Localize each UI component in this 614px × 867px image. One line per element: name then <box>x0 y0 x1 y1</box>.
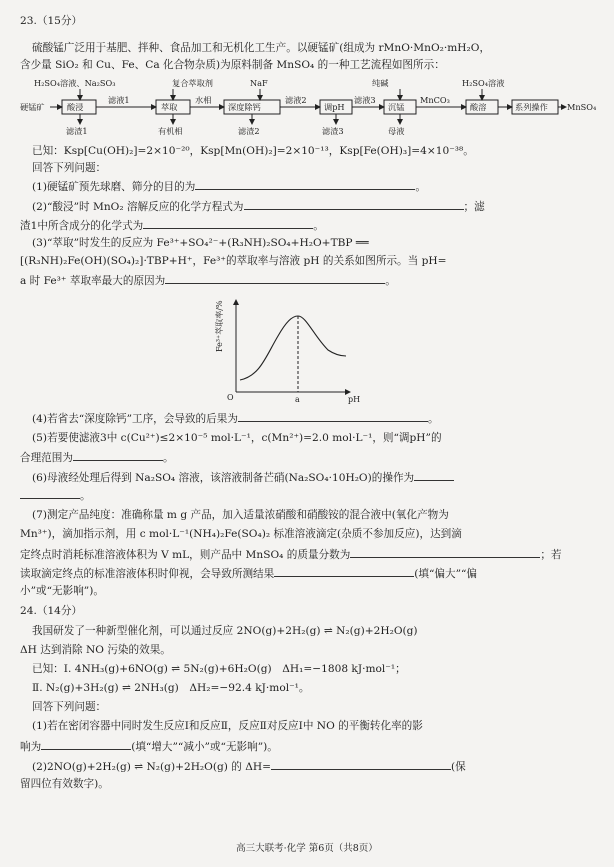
flow-top-label-2: 复合萃取剂 <box>172 78 213 88</box>
q23-part5-answer-blank[interactable] <box>73 449 163 461</box>
q24-part2-tail: (保 <box>451 761 466 773</box>
q23-part2-answer-blank[interactable] <box>244 198 464 210</box>
flow-end: MnSO₄ <box>567 102 597 112</box>
q24-part1-tail: (填“增大”“减小”或“无影响”)。 <box>131 741 278 753</box>
q24-part2-line1 <box>32 758 466 774</box>
q23-part4-answer-blank[interactable] <box>238 410 428 422</box>
q24-part1-text: 响为 <box>20 741 42 753</box>
q23-part7-line2: Mn³⁺)，滴加指示剂，用 c mol·L⁻¹(NH₄)₂Fe(SO₄)₂ 标准溶液滴定(杂质不参加反应)，达到滴 <box>20 528 462 540</box>
q23-part7-line1: (7)测定产品纯度：准确称量 m g 产品，加入适量浓硝酸和硝酸铵的混合液中(氧化产物为 <box>32 509 449 521</box>
q23-part4: (4)若省去“深度除钙”工序，会导致的后果为 。 <box>32 410 439 426</box>
q24-known-line1: 已知：Ⅰ. 4NH₃(g)+6NO(g) ⇌ 5N₂(g)+6H₂O(g) ΔH₁=−1808 kJ·mol⁻¹； <box>32 663 406 675</box>
q24-part2-line2: 留四位有效数字)。 <box>20 778 109 790</box>
q23-part5-text: 合理范围为 <box>20 452 73 464</box>
flow-arrow-filtrate2: 滤液2 <box>285 95 307 105</box>
flow-box-acid-dissolve-label: 酸溶 <box>470 102 487 112</box>
flow-top-label-5: H₂SO₄溶液 <box>462 78 505 88</box>
q23-answer-prompt: 回答下列问题： <box>32 162 107 174</box>
flow-top-label-4: 纯碱 <box>372 78 389 88</box>
q23-known-ksp: 已知：Ksp[Cu(OH)₂]=2×10⁻²⁰，Ksp[Mn(OH)₂]=2×10⁻¹³，Ksp[Fe(OH)₃]=4×10⁻³⁸。 <box>32 145 474 157</box>
q23-part5-line2: 合理范围为 。 <box>20 449 174 465</box>
q23-part7-line5: 小”或“无影响”)。 <box>20 585 104 597</box>
q24-part2-answer-blank[interactable] <box>271 758 451 770</box>
q23-part2-line2: 渣1中所含成分的化学式为 。 <box>20 217 324 233</box>
q24-part1-answer-blank[interactable] <box>41 738 131 750</box>
graph-curve <box>240 316 346 380</box>
q24-part2-text: (2)2NO(g)+2H₂(g) ⇌ N₂(g)+2H₂O(g) 的 ΔH= <box>32 761 272 773</box>
flow-arrow-aqueous: 水相 <box>195 95 212 105</box>
q24-intro-line1: 我国研发了一种新型催化剂，可以通过反应 2NO(g)+2H₂(g) ⇌ N₂(g)+2H₂O(g) <box>32 625 418 637</box>
flow-top-label-3: NaF <box>250 78 268 88</box>
flow-box-adjust-ph-label: 调pH <box>324 102 345 112</box>
q23-part7-text: 定终点时消耗标准溶液体积为 V mL，则产品中 MnSO₄ 的质量分数为 <box>20 549 351 561</box>
page-footer: 高三大联考·化学 第6页（共8页） <box>236 843 378 854</box>
q23-part2-line1 <box>32 198 485 214</box>
flow-top-label-1: H₂SO₄溶液、Na₂SO₃ <box>34 78 116 88</box>
q23-part1-answer-blank[interactable] <box>195 178 415 190</box>
q23-part3-line3: a 时 Fe³⁺ 萃取率最大的原因为 。 <box>20 272 396 288</box>
q23-part7d-answer-blank[interactable] <box>274 565 414 577</box>
q23-part2-text: (2)“酸浸”时 MnO₂ 溶解反应的化学方程式为 <box>32 201 244 213</box>
q23-part6-line2: 。 <box>20 487 91 503</box>
q23-part4-text: (4)若省去“深度除钙”工序，会导致的后果为 <box>32 413 238 425</box>
flow-bottom-label-2: 有机相 <box>158 126 183 136</box>
flow-box-extraction-label: 萃取 <box>161 102 178 112</box>
q23-part5-line1: (5)若要使滤液3中 c(Cu²⁺)≤2×10⁻⁵ mol·L⁻¹，c(Mn²⁺)=2.0 mol·L⁻¹，则“调pH”的 <box>32 432 442 444</box>
q23-part1: (1)硬锰矿预先球磨、筛分的目的为 。 <box>32 178 426 194</box>
flow-arrow-filtrate1: 滤液1 <box>108 95 130 105</box>
graph-origin-label: O <box>227 393 234 402</box>
q24-known-line2: Ⅱ. N₂(g)+3H₂(g) ⇌ 2NH₃(g) ΔH₂=−92.4 kJ·mol⁻¹。 <box>32 682 310 694</box>
q23-part2-tail: ；滤 <box>463 201 485 213</box>
q24-intro-line2: ΔH 达到消除 NO 污染的效果。 <box>20 644 171 656</box>
graph-xlabel: pH <box>348 395 361 404</box>
flow-box-acid-leach-label: 酸浸 <box>67 102 84 112</box>
q23-intro-line1: 硫酸锰广泛用于基肥、拌种、食品加工和无机化工生产。以硬锰矿(组成为 rMnO·MnO₂·mH₂O， <box>32 42 491 54</box>
process-flow-diagram <box>20 76 600 142</box>
flow-box-series-ops-label: 系列操作 <box>515 102 548 112</box>
q23-part7d-text: 读取滴定终点的标准溶液体积时仰视，会导致所测结果 <box>20 568 275 580</box>
q23-part7-tail: ；若 <box>540 549 562 561</box>
q23-part7-answer-blank[interactable] <box>350 546 540 558</box>
flow-box-decalcify-label: 深度除钙 <box>228 102 261 112</box>
q24-part1-line1: (1)若在密闭容器中同时发生反应Ⅰ和反应Ⅱ，反应Ⅱ对反应Ⅰ中 NO 的平衡转化率的影 <box>32 720 423 732</box>
extraction-rate-graph <box>210 296 370 406</box>
flow-bottom-label-5: 母液 <box>388 126 405 136</box>
q23-part3-text: a 时 Fe³⁺ 萃取率最大的原因为 <box>20 275 166 287</box>
q23-part6-text: (6)母液经处理后得到 Na₂SO₄ 溶液，该溶液制备芒硝(Na₂SO₄·10H₂O)的操作为 <box>32 472 415 484</box>
q23-part2b-text: 渣1中所含成分的化学式为 <box>20 220 144 232</box>
q23-part7-line3 <box>20 546 562 562</box>
q23-part2b-answer-blank[interactable] <box>143 217 313 229</box>
q23-part6-answer-blank-b[interactable] <box>20 487 80 499</box>
flow-bottom-label-1: 滤渣1 <box>66 126 88 136</box>
q24-header: 24.（14分） <box>20 605 83 617</box>
q23-part7d-tail: (填“偏大”“偏 <box>414 568 478 580</box>
flow-start: 硬锰矿 <box>20 102 45 112</box>
q23-part3-line1: (3)“萃取”时发生的反应为 Fe³⁺+SO₄²⁻+(R₃NH)₂SO₄+H₂O+TBP ══ <box>32 237 369 249</box>
q24-answer-prompt: 回答下列问题： <box>32 701 107 713</box>
graph-a-label: a <box>295 395 300 404</box>
q24-part1-line2 <box>20 738 278 754</box>
q23-part1-text: (1)硬锰矿预先球磨、筛分的目的为 <box>32 181 196 193</box>
flow-arrow-filtrate3: 滤液3 <box>354 95 376 105</box>
graph-ylabel: Fe³⁺萃取率/% <box>215 300 224 352</box>
q23-part6-answer-blank-a[interactable] <box>414 469 454 481</box>
flow-bottom-label-4: 滤渣3 <box>322 126 344 136</box>
q23-part3-answer-blank[interactable] <box>165 272 385 284</box>
q23-intro-line2: 含少量 SiO₂ 和 Cu、Fe、Ca 化合物杂质)为原料制备 MnSO₄ 的一种工艺流程如图所示： <box>20 59 445 71</box>
flow-arrow-mnco3: MnCO₃ <box>420 95 450 105</box>
q23-part3-line2: [(R₃NH)₂Fe(OH)(SO₄)₂]·TBP+H⁺，Fe³⁺的萃取率与溶液 pH 的关系如图所示。当 pH= <box>20 255 447 267</box>
q23-part7-line4 <box>20 565 477 581</box>
flow-bottom-label-3: 滤渣2 <box>238 126 260 136</box>
q23-part6-line1 <box>32 469 454 485</box>
flow-box-precipitate-mn-label: 沉锰 <box>388 102 405 112</box>
q23-header: 23.（15分） <box>20 15 83 27</box>
